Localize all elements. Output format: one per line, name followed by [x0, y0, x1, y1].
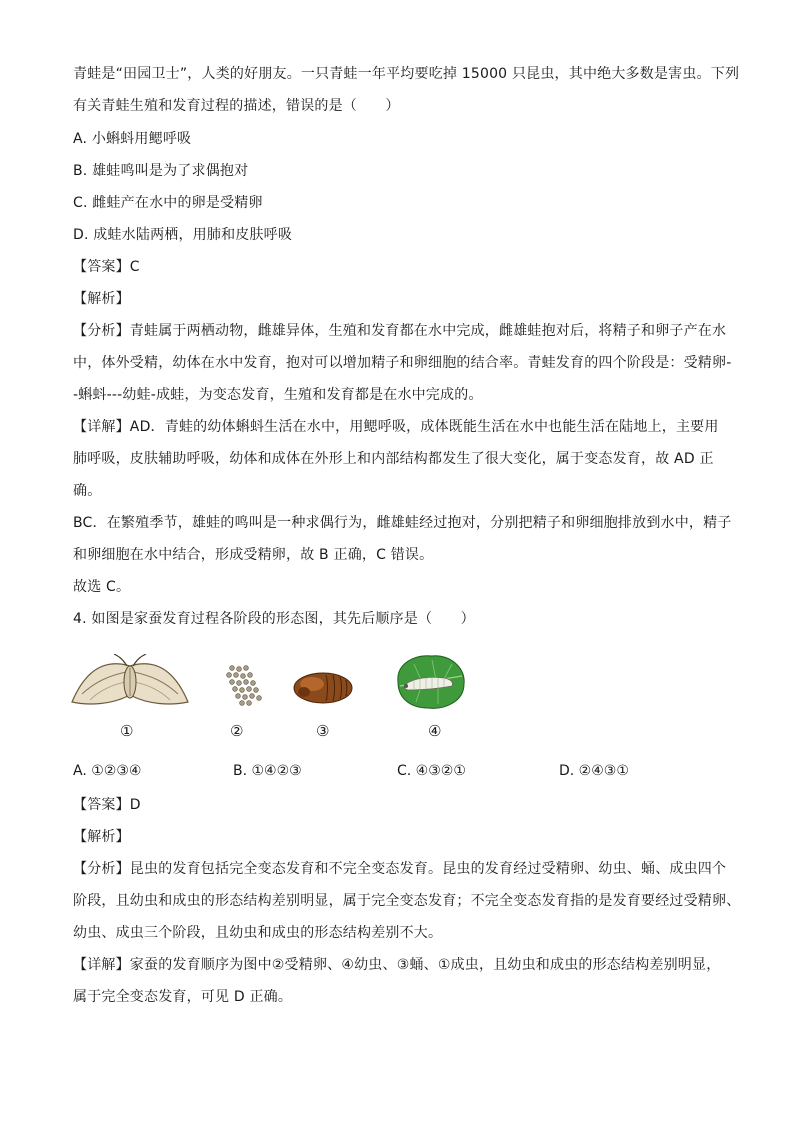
- q4-option-b: B. ①④②③: [233, 763, 302, 779]
- q3-option-a: A. 小蝌蚪用鳃呼吸: [73, 131, 192, 147]
- q3-xiangjie-line-3: 确。: [73, 483, 102, 499]
- q3-option-b: B. 雄蛙鸣叫是为了求偶抱对: [73, 163, 249, 179]
- pupa-image: [292, 670, 354, 706]
- q4-fenxi-line-3: 幼虫、成虫三个阶段，且幼虫和成虫的形态结构差别不大。: [73, 925, 443, 941]
- q4-option-c: C. ④③②①: [397, 763, 466, 779]
- q3-conclusion: 故选 C。: [73, 579, 131, 595]
- q4-option-d: D. ②④③①: [559, 763, 629, 779]
- q3-xiangjie-line-1: 【详解】AD．青蛙的幼体蝌蚪生活在水中，用鳃呼吸，成体既能生活在水中也能生活在陆地上，主要用: [73, 419, 719, 435]
- q3-fenxi-line-2: 中，体外受精，幼体在水中发育，抱对可以增加精子和卵细胞的结合率。青蛙发育的四个阶段是：受精卵-: [73, 355, 732, 371]
- eggs-image: [222, 664, 264, 706]
- q4-option-a: A. ①②③④: [73, 763, 142, 779]
- figure-label-1: ①: [120, 722, 134, 740]
- q3-answer: 【答案】C: [73, 259, 140, 275]
- q4-fenxi-line-2: 阶段，且幼虫和成虫的形态结构差别明显，属于完全变态发育；不完全变态发育指的是发育要经过受精卵、: [73, 893, 741, 909]
- q4-xiangjie-line-1: 【详解】家蚕的发育顺序为图中②受精卵、④幼虫、③蛹、①成虫，且幼虫和成虫的形态结构差别明显，: [73, 957, 721, 973]
- q4-xiangjie-line-2: 属于完全变态发育，可见 D 正确。: [73, 989, 293, 1005]
- silkworm-stages-figure: [0, 648, 794, 748]
- q3-xiangjie-line-2: 肺呼吸，皮肤辅助呼吸，幼体和成体在外形上和内部结构都发生了很大变化，属于变态发育，故 AD 正: [73, 451, 714, 467]
- q4-stem: 4. 如图是家蚕发育过程各阶段的形态图，其先后顺序是（ ）: [73, 611, 475, 627]
- q3-option-d: D. 成蛙水陆两栖，用肺和皮肤呼吸: [73, 227, 293, 243]
- q3-stem-line-1: 青蛙是“田园卫士”，人类的好朋友。一只青蛙一年平均要吃掉 15000 只昆虫，其中绝大多数是害虫。下列: [73, 66, 740, 82]
- q3-xiangjie-line-4: BC．在繁殖季节，雄蛙的鸣叫是一种求偶行为，雌雄蛙经过抱对，分别把精子和卵细胞排放到水中，精子: [73, 515, 732, 531]
- moth-image: [70, 654, 190, 710]
- q4-fenxi-line-1: 【分析】昆虫的发育包括完全变态发育和不完全变态发育。昆虫的发育经过受精卵、幼虫、蛹、成虫四个: [73, 861, 727, 877]
- q3-fenxi-line-1: 【分析】青蛙属于两栖动物，雌雄异体，生殖和发育都在水中完成，雌雄蛙抱对后，将精子和卵子产在水: [73, 323, 727, 339]
- q3-fenxi-line-3: -蝌蚪---幼蛙-成蛙，为变态发育，生殖和发育都是在水中完成的。: [73, 387, 483, 403]
- q3-analysis-title: 【解析】: [73, 291, 130, 307]
- q3-option-c: C. 雌蛙产在水中的卵是受精卵: [73, 195, 263, 211]
- q4-options-row: [0, 763, 794, 783]
- q4-answer: 【答案】D: [73, 797, 141, 813]
- figure-label-3: ③: [316, 722, 330, 740]
- figure-label-4: ④: [428, 722, 442, 740]
- figure-label-2: ②: [230, 722, 244, 740]
- q4-analysis-title: 【解析】: [73, 829, 130, 845]
- q3-stem-line-2: 有关青蛙生殖和发育过程的描述，错误的是（ ）: [73, 98, 400, 114]
- q3-xiangjie-line-5: 和卵细胞在水中结合，形成受精卵，故 B 正确，C 错误。: [73, 547, 434, 563]
- larva-on-leaf-image: [392, 652, 468, 710]
